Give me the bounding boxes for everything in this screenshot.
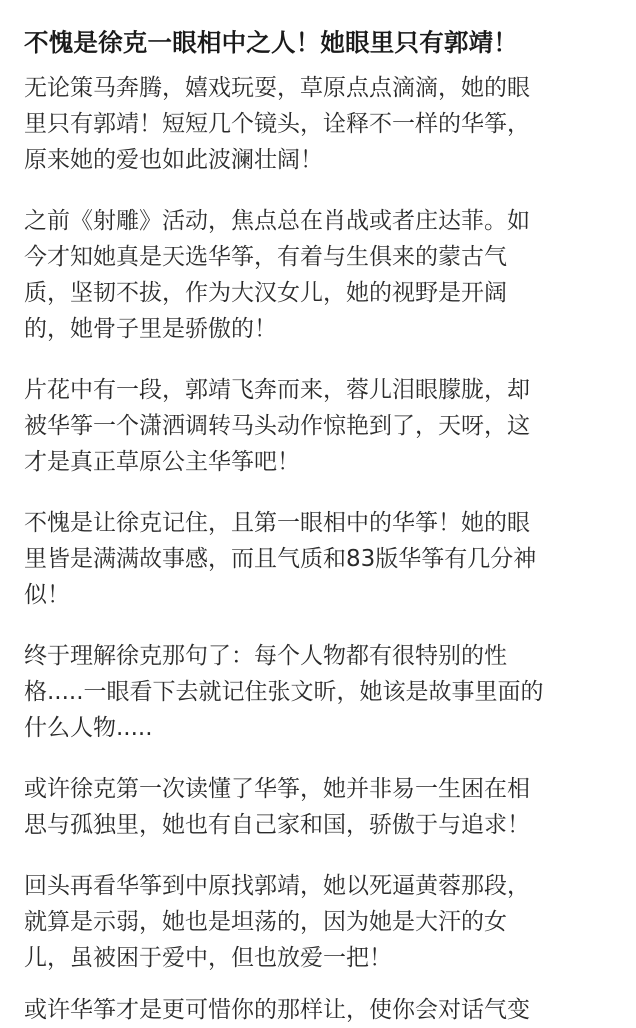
paragraph-3 xyxy=(24,372,624,480)
bottom-cropped-text: 或许华筝才是更可惜你的那样让，使你会对话气变 xyxy=(24,997,530,1023)
paragraph-1 xyxy=(24,70,624,178)
paragraph-line: 思与孤独里，她也有自己家和国，骄傲于与追求！ xyxy=(24,812,530,838)
paragraph-line: 今才知她真是天选华筝，有着与生俱来的蒙古气 xyxy=(24,244,507,270)
article-title: 不愧是徐克一眼相中之人！她眼里只有郭靖！ xyxy=(24,28,518,57)
article-body xyxy=(24,26,624,1001)
paragraph-line: 原来她的爱也如此波澜壮阔！ xyxy=(24,147,323,173)
paragraph-line: 什么人物..... xyxy=(24,715,153,741)
paragraph-line: 不愧是让徐克记住，且第一眼相中的华筝！她的眼 xyxy=(24,510,530,536)
paragraph-line: 才是真正草原公主华筝吧！ xyxy=(24,449,300,475)
paragraph-line: 片花中有一段，郭靖飞奔而来，蓉儿泪眼朦胧，却 xyxy=(24,377,530,403)
paragraph-4 xyxy=(24,505,624,613)
paragraph-line: 回头再看华筝到中原找郭靖，她以死逼黄蓉那段， xyxy=(24,873,530,899)
paragraph-line: 的，她骨子里是骄傲的！ xyxy=(24,316,277,342)
bottom-cropped-line xyxy=(24,988,636,1023)
paragraph-6 xyxy=(24,771,624,843)
paragraph-line: 里只有郭靖！短短几个镜头，诠释不一样的华筝， xyxy=(24,111,530,137)
paragraph-line: 被华筝一个潇洒调转马头动作惊艳到了，天呀，这 xyxy=(24,413,530,439)
paragraph-line: 格.....一眼看下去就记住张文昕，她该是故事里面的 xyxy=(24,679,544,705)
paragraph-line: 儿，虽被困于爱中，但也放爱一把！ xyxy=(24,945,392,971)
paragraph-line: 里皆是满满故事感，而且气质和83版华筝有几分神 xyxy=(24,546,537,572)
paragraph-line: 似！ xyxy=(24,582,70,608)
top-cropped-text xyxy=(0,0,636,10)
paragraph-line: 或许徐克第一次读懂了华筝，她并非易一生困在相 xyxy=(24,776,530,802)
paragraph-line: 之前《射雕》活动，焦点总在肖战或者庄达菲。如 xyxy=(24,208,530,234)
paragraph-line: 就算是示弱，她也是坦荡的，因为她是大汗的女 xyxy=(24,909,507,935)
paragraph-2 xyxy=(24,203,624,347)
paragraph-line: 无论策马奔腾，嬉戏玩耍，草原点点滴滴，她的眼 xyxy=(24,75,530,101)
paragraph-line: 终于理解徐克那句了：每个人物都有很特别的性 xyxy=(24,643,507,669)
paragraph-line: 质，坚韧不拔，作为大汉女儿，她的视野是开阔 xyxy=(24,280,507,306)
paragraph-5 xyxy=(24,638,624,746)
paragraph-7 xyxy=(24,868,624,976)
top-cropped-line xyxy=(0,0,636,12)
